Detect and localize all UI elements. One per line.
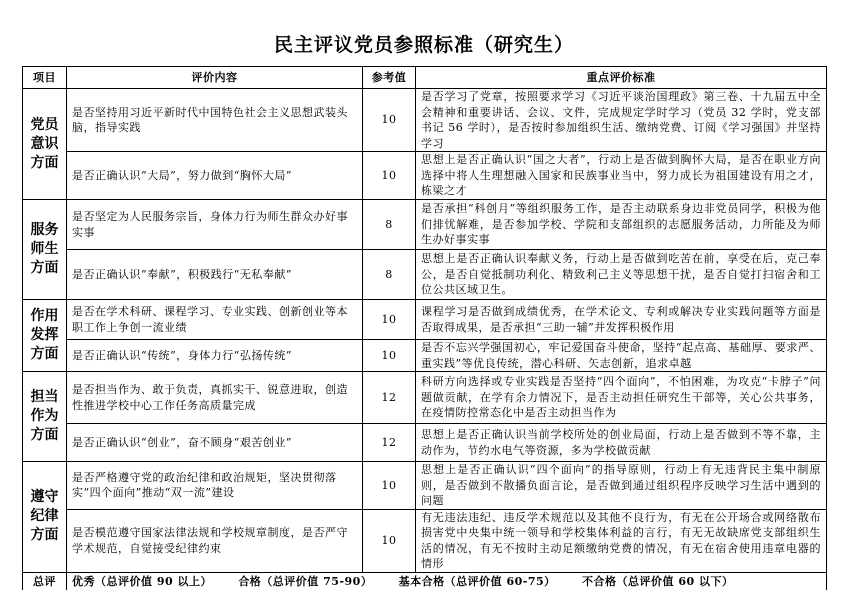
table-row [23, 89, 827, 152]
grade-scale [67, 572, 827, 590]
reference-value: 10 [363, 340, 416, 372]
section-label-line: 意识 [30, 135, 59, 152]
evaluation-content: 是否正确认识“奉献”，积极践行“无私奉献” [67, 250, 363, 300]
grade-fail: 不合格（总评价值 60 以下） [582, 575, 734, 589]
evaluation-standard: 有无违法违纪、违反学术规范以及其他不良行为，有无在公开场合或网络散布损害党中央集中统一领导和学校集体利益的言行，有无无故缺席党支部组织生活的情况，有无不按时主动足额缴纳党费的情况，有无在宿舍使用违章电器的情形 [416, 509, 827, 572]
evaluation-content: 是否坚持用习近平新时代中国特色社会主义思想武装头脑，指导实践 [67, 89, 363, 152]
reference-value: 10 [363, 152, 416, 200]
reference-value: 12 [363, 424, 416, 462]
section-label-line: 党员 [30, 116, 59, 133]
section-label [23, 200, 67, 300]
section-label-line: 方面 [30, 260, 59, 276]
evaluation-content: 是否正确认识“大局”，努力做到“胸怀大局” [67, 152, 363, 200]
reference-value: 10 [363, 509, 416, 572]
header-content: 评价内容 [67, 67, 363, 89]
section-label-line: 方面 [30, 527, 59, 544]
summary-row [23, 572, 827, 590]
reference-value: 10 [363, 300, 416, 340]
header-standard: 重点评价标准 [416, 67, 827, 89]
table-header-row [23, 67, 827, 89]
section-label-line: 服务 [30, 222, 59, 238]
evaluation-standard: 是否不忘兴学强国初心，牢记爱国奋斗使命，坚持“起点高、基础厚、要求严、重实践”等优良传统，潜心科研、矢志创新，追求卓越 [416, 340, 827, 372]
evaluation-standard: 科研方向选择或专业实践是否坚持“四个面向”，不怕困难，为攻克“卡脖子”问题做贡献，在学有余力情况下，是否主动担任研究生干部等，关心公共事务，在疫情防控常态化中是否主动担当作为 [416, 372, 827, 424]
table-row [23, 424, 827, 462]
section-label-line: 方面 [30, 346, 59, 362]
section-label-line: 作为 [30, 408, 59, 424]
evaluation-content: 是否严格遵守党的政治纪律和政治规矩，坚决贯彻落实“四个面向”推动“双一流”建设 [67, 462, 363, 510]
section-label-line: 遵守 [30, 489, 59, 506]
evaluation-standard: 思想上是否正确认识奉献义务，行动上是否做到吃苦在前，享受在后，克己奉公，是否自觉抵制功利化、精致利己主义等思想干扰，是否自觉打扫宿舍和工位公共区域卫生。 [416, 250, 827, 300]
evaluation-standard: 思想上是否正确认识“国之大者”，行动上是否做到胸怀大局，是否在职业方向选择中将人生理想融入国家和民族事业当中，努力成长为祖国建设有用之才，栋梁之才 [416, 152, 827, 200]
section-label-line: 担当 [30, 389, 59, 405]
summary-label: 总评 [23, 572, 67, 590]
section-label-line: 作用 [30, 308, 59, 324]
section-label-line: 师生 [30, 241, 59, 257]
reference-value: 12 [363, 372, 416, 424]
evaluation-content: 是否正确认识“传统”，身体力行“弘扬传统” [67, 340, 363, 372]
table-row [23, 462, 827, 510]
table-row [23, 200, 827, 250]
section-label [23, 372, 67, 462]
evaluation-content: 是否在学术科研、课程学习、专业实践、创新创业等本职工作上争创一流业绩 [67, 300, 363, 340]
evaluation-content: 是否担当作为、敢于负责，真抓实干、锐意进取，创造性推进学校中心工作任务高质量完成 [67, 372, 363, 424]
evaluation-content: 是否模范遵守国家法律法规和学校规章制度，是否严守学术规范，自觉接受纪律约束 [67, 509, 363, 572]
section-label [23, 300, 67, 372]
table-row [23, 300, 827, 340]
table-row [23, 372, 827, 424]
header-item: 项目 [23, 67, 67, 89]
section-label-line: 方面 [30, 154, 59, 171]
table-row [23, 509, 827, 572]
criteria-table [22, 66, 827, 590]
reference-value: 8 [363, 200, 416, 250]
grade-excellent: 优秀（总评价值 90 以上） [72, 575, 212, 589]
table-row [23, 152, 827, 200]
evaluation-standard: 思想上是否正确认识“四个面向”的指导原则，行动上有无违背民主集中制原则，是否做到不散播负面言论，是否做到通过组织程序反映学习生活中遇到的问题 [416, 462, 827, 510]
reference-value: 8 [363, 250, 416, 300]
grade-basic-pass: 基本合格（总评价值 60-75） [398, 575, 556, 589]
section-label-line: 发挥 [30, 327, 59, 343]
evaluation-standard: 是否承担“科创月”等组织服务工作，是否主动联系身边非党员同学，积极为他们排忧解难，是否参加学校、学院和支部组织的志愿服务活动，力所能及为师生办好事实事 [416, 200, 827, 250]
evaluation-standard: 是否学习了党章，按照要求学习《习近平谈治国理政》第三卷、十九届五中全会精神和重要讲话、会议、文件，完成规定学时学习（党员 32 学时，党支部书记 56 学时），是否按时参加组织生活、缴纳党费、订阅《学习强国》并坚持学习 [416, 89, 827, 152]
section-label [23, 89, 67, 200]
evaluation-standard: 思想上是否正确认识当前学校所处的创业局面，行动上是否做到不等不靠，主动作为，节约水电气等资源，多为学校做贡献 [416, 424, 827, 462]
section-label-line: 纪律 [30, 508, 59, 525]
document-title: 民主评议党员参照标准（研究生） [273, 34, 574, 56]
section-label-line: 方面 [30, 427, 59, 443]
header-value: 参考值 [363, 67, 416, 89]
table-row [23, 340, 827, 372]
reference-value: 10 [363, 89, 416, 152]
reference-value: 10 [363, 462, 416, 510]
evaluation-content: 是否坚定为人民服务宗旨，身体力行为师生群众办好事实事 [67, 200, 363, 250]
evaluation-standard: 课程学习是否做到成绩优秀，在学术论文、专利或解决专业实践问题等方面是否取得成果，是否承担“三助一辅”并发挥积极作用 [416, 300, 827, 340]
table-row [23, 250, 827, 300]
section-label [23, 462, 67, 573]
evaluation-content: 是否正确认识“创业”，奋不顾身“艰苦创业” [67, 424, 363, 462]
grade-pass: 合格（总评价值 75-90） [238, 575, 373, 589]
